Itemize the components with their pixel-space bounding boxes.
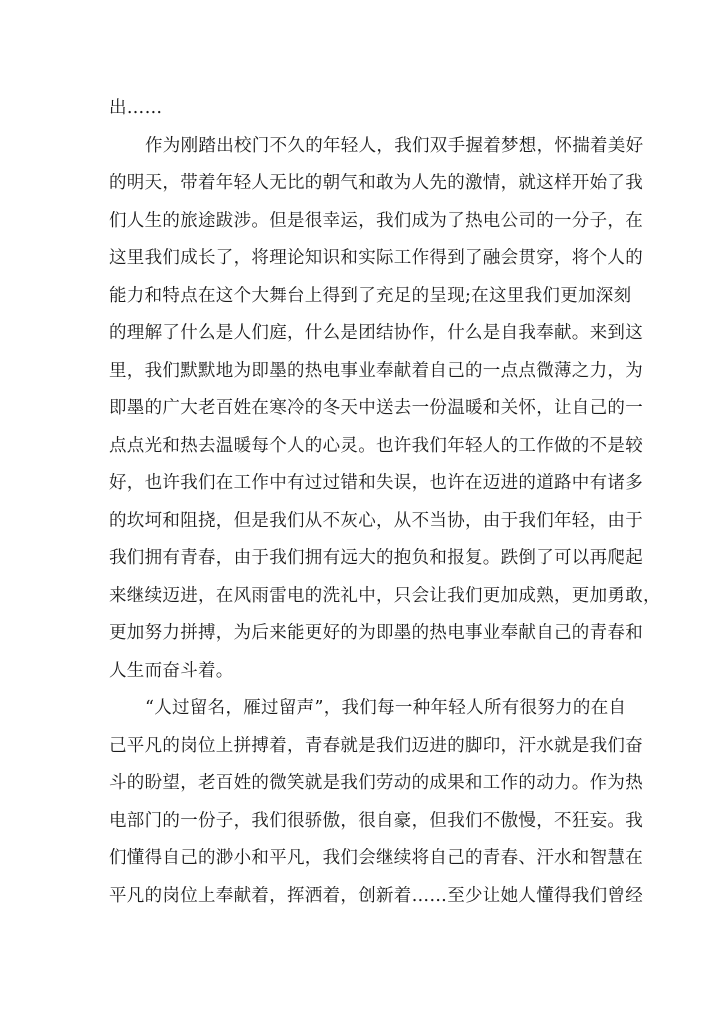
paragraph-first-line: 作为刚踏出校门不久的年轻人，我们双手握着梦想，怀揣着美好 — [145, 135, 644, 156]
text-line: 这里我们成长了，将理论知识和实际工作得到了融会贯穿，将个人的 — [109, 248, 643, 268]
text-line: 来继续迈进，在风雨雷电的洗礼中，只会让我们更加成熟，更加勇敢， — [109, 585, 661, 606]
text-line: 能力和特点在这个大舞台上得到了充足的呈现;在这里我们更加深刻 — [109, 285, 632, 306]
text-line: 己平凡的岗位上拼搏着，青春就是我们迈进的脚印，汗水就是我们奋 — [109, 735, 643, 756]
text-line: 平凡的岗位上奉献着，挥洒着，创新着……至少让她人懂得我们曾经 — [109, 885, 643, 906]
body-text — [109, 90, 661, 915]
paragraph-first-line: “人过留名，雁过留声”，我们每一种年轻人所有很努力的在自 — [145, 698, 627, 718]
text-line: 的明天，带着年轻人无比的朝气和敢为人先的激情，就这样开始了我 — [109, 173, 643, 193]
text-line: 更加努力拼搏，为后来能更好的为即墨的热电事业奉献自己的青春和 — [109, 623, 643, 643]
text-line: 出…… — [109, 98, 163, 118]
text-line: 的坎坷和阻挠，但是我们从不灰心，从不当协，由于我们年轻，由于 — [109, 510, 643, 531]
text-line: 即墨的广大老百姓在寒冷的冬天中送去一份温暖和关怀，让自己的一 — [109, 398, 643, 418]
text-line: 斗的盼望，老百姓的微笑就是我们劳动的成果和工作的动力。作为热 — [109, 773, 643, 793]
text-line: 电部门的一份子，我们很骄傲，很自豪，但我们不傲慢，不狂妄。我 — [109, 810, 643, 831]
text-line: 里，我们默默地为即墨的热电事业奉献着自己的一点点微薄之力，为 — [109, 360, 643, 381]
paragraph-last-line: 人生而奋斗着。 — [109, 660, 234, 681]
text-line: 的理解了什么是人们庭，什么是团结协作，什么是自我奉献。来到这 — [109, 323, 643, 343]
text-line: 我们拥有青春，由于我们拥有远大的抱负和报复。跌倒了可以再爬起 — [109, 548, 643, 568]
text-line: 点点光和热去温暖每个人的心灵。也许我们年轻人的工作做的不是较 — [109, 435, 643, 456]
text-line: 们懂得自己的渺小和平凡，我们会继续将自己的青春、汗水和智慧在 — [109, 848, 643, 868]
text-line: 好，也许我们在工作中有过过错和失误，也许在迈进的道路中有诸多 — [109, 473, 643, 493]
text-line: 们人生的旅途跋涉。但是很幸运，我们成为了热电公司的一分子，在 — [109, 210, 643, 231]
